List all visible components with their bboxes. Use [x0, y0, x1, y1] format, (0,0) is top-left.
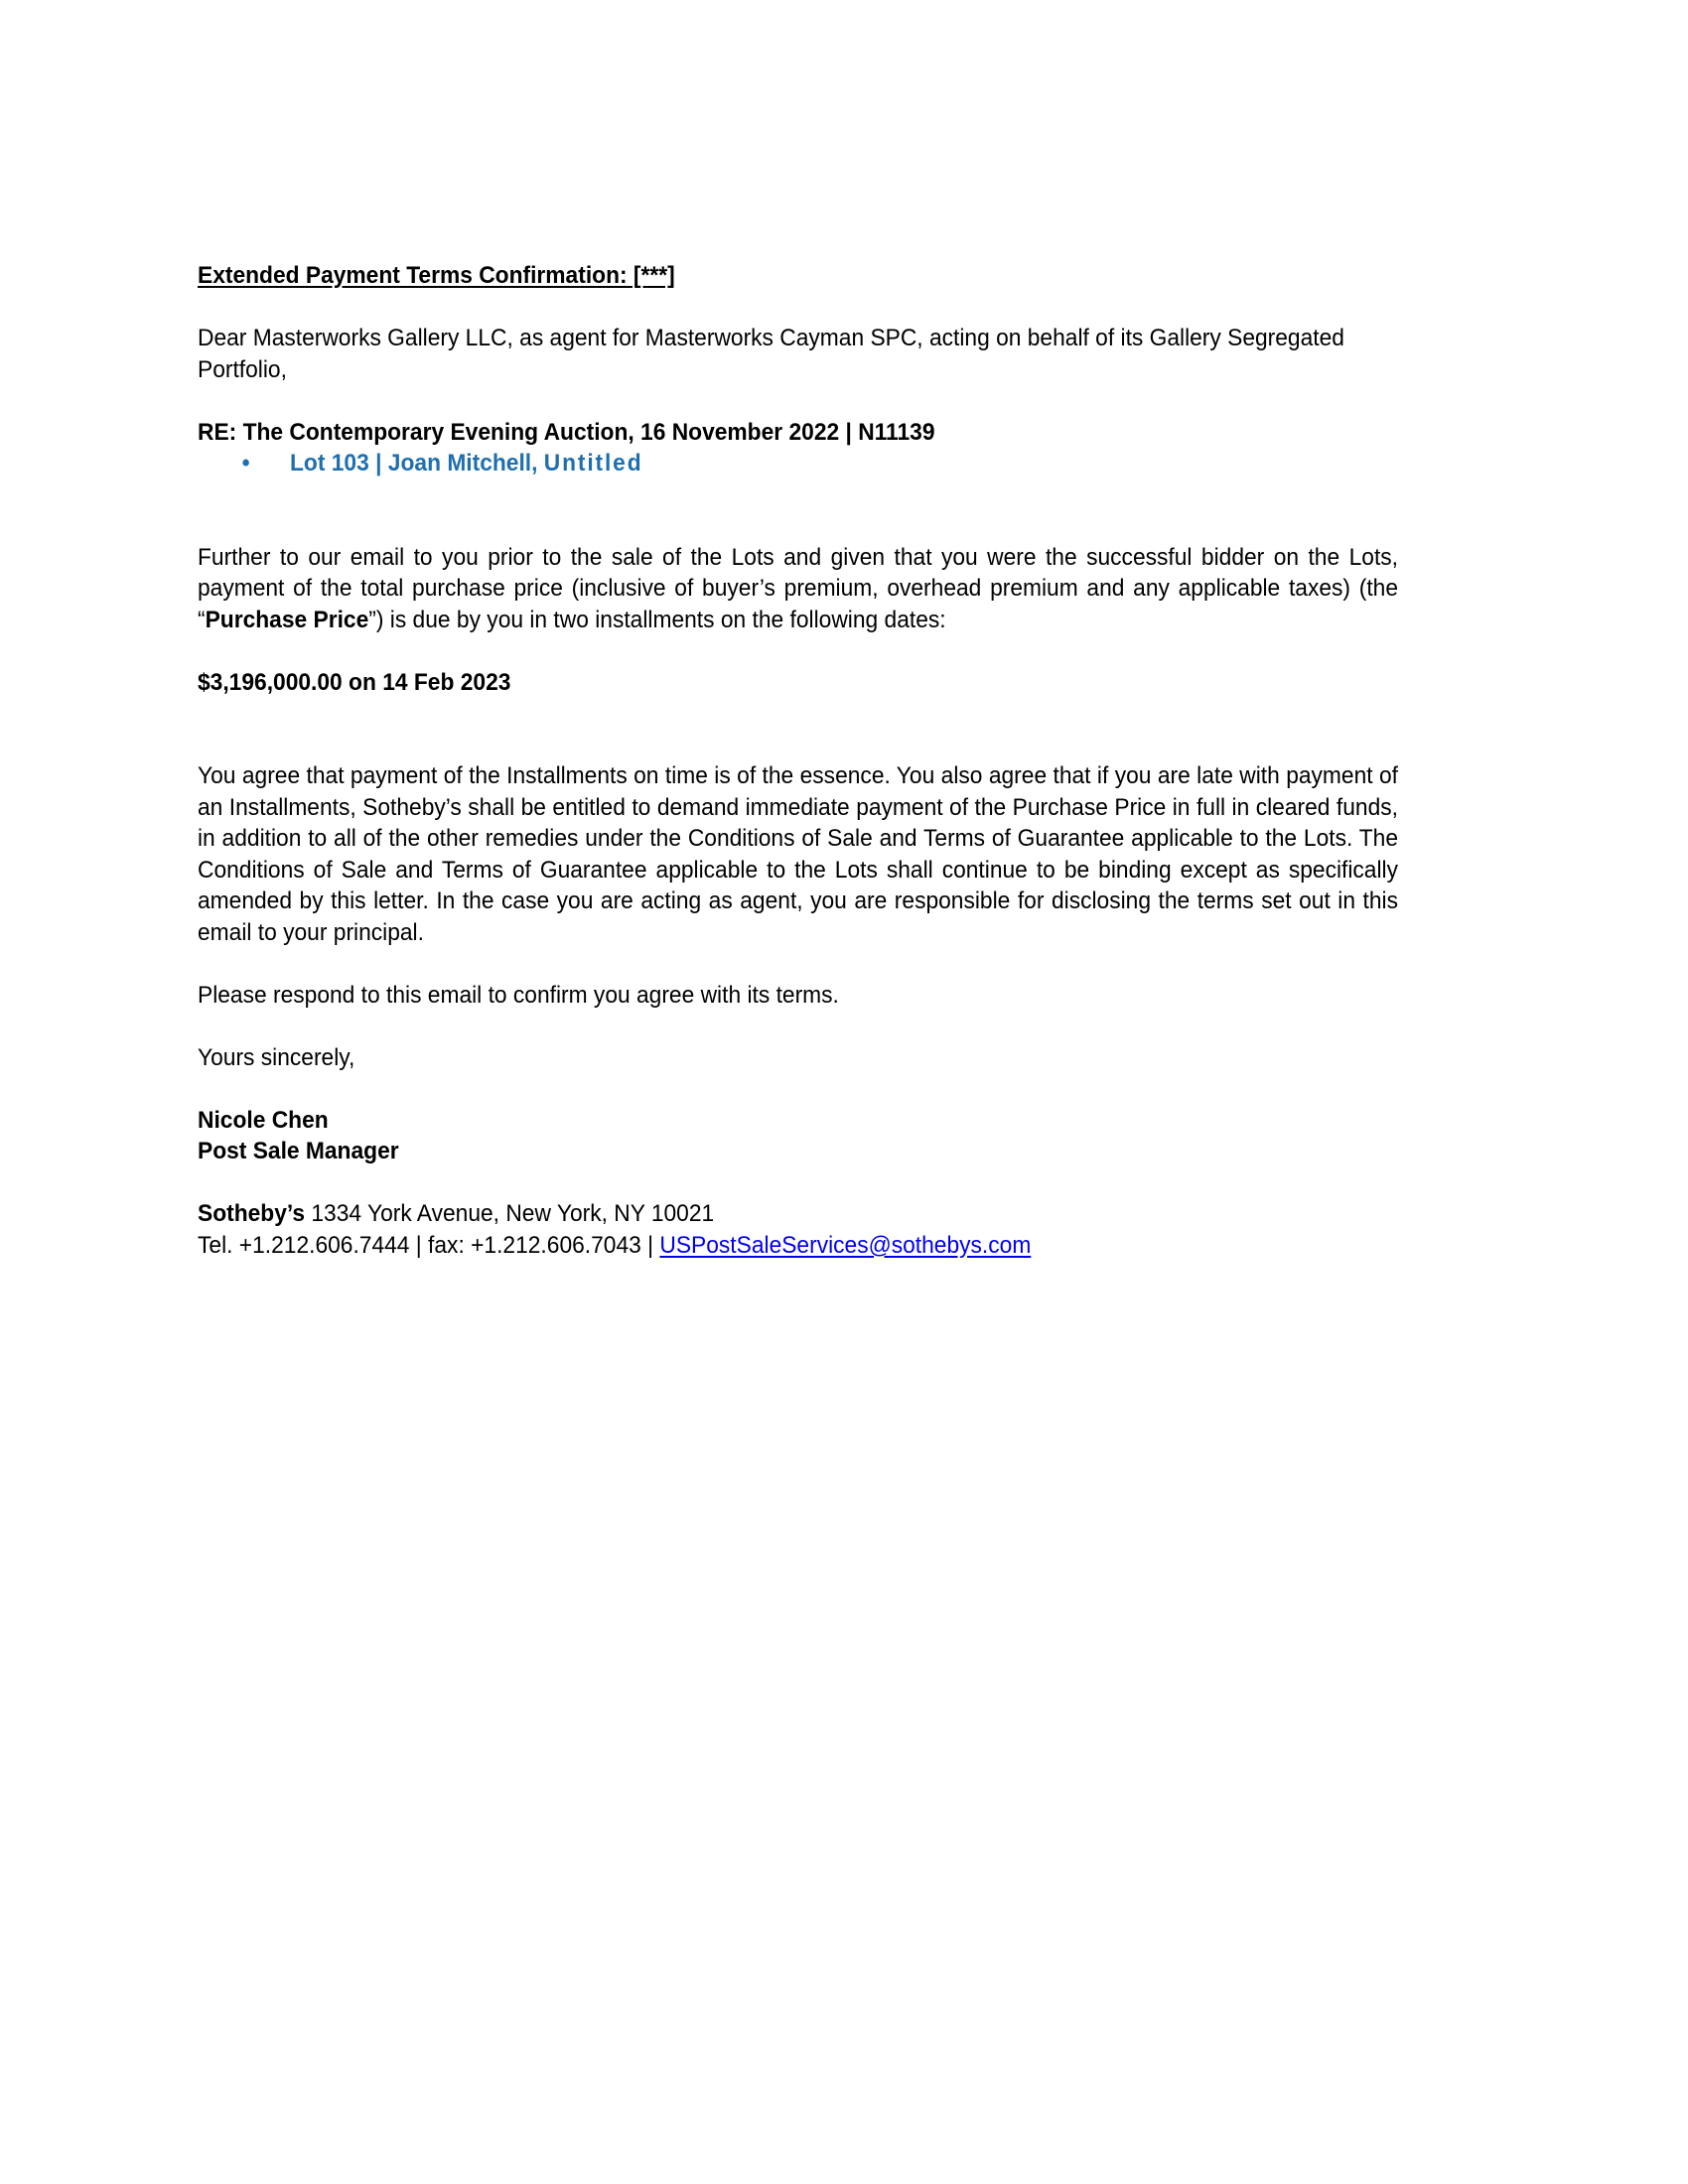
signatory-role: Post Sale Manager: [198, 1138, 399, 1164]
bullet-icon: •: [241, 450, 250, 477]
payment-paragraph: [198, 542, 1398, 636]
payment-paragraph-end: ”) is due by you in two installments on the following dates:: [368, 606, 946, 633]
footer-address: [198, 1198, 1398, 1230]
letter-body: [198, 260, 1398, 1261]
email-link[interactable]: USPostSaleServices@sothebys.com: [659, 1231, 1032, 1259]
lot-label: Lot 103 | Joan Mitchell,: [290, 450, 544, 477]
lot-list: [198, 448, 1398, 479]
signatory-name: Nicole Chen: [198, 1106, 329, 1134]
letter-title: Extended Payment Terms Confirmation: [***]: [198, 262, 675, 289]
installment-line: $3,196,000.00 on 14 Feb 2023: [198, 668, 511, 696]
terms-paragraph: You agree that payment of the Installments on time is of the essence. You also agree that if you are late with payment of an Installments, Sotheby’s shall be entitled to demand immediate payment of the Purchase Price in full in cleared funds, in addition to all of the other remedies under the Conditions of Sale and Terms of Guarantee applicable to the Lots. The Conditions of Sale and Terms of Guarantee applicable to the Lots shall continue to be binding except as specifically amended by this letter. In the case you are acting as agent, you are responsible for disclosing the terms set out in this email to your principal.: [198, 762, 1398, 946]
phone-fax: Tel. +1.212.606.7444 | fax: +1.212.606.7043 |: [198, 1231, 660, 1259]
closing: Yours sincerely,: [198, 1043, 355, 1071]
footer-contact: [198, 1230, 1398, 1262]
lot-item: [198, 448, 1398, 479]
company-address: 1334 York Avenue, New York, NY 10021: [305, 1200, 715, 1227]
lot-work-title: Untitled: [543, 450, 643, 477]
purchase-price-term: Purchase Price: [205, 606, 369, 633]
payment-paragraph-start: Further to our email to you prior to the sale of the Lots and given that you were the successful bidder on the Lots, payment of the total purchase price (inclusive of buyer’s premium, overhead premium and any applicable taxes) (the “: [198, 543, 1398, 633]
company-name: Sotheby’s: [198, 1200, 306, 1227]
re-line: RE: The Contemporary Evening Auction, 16 November 2022 | N11139: [198, 418, 935, 446]
respond-request: Please respond to this email to confirm you agree with its terms.: [198, 981, 839, 1009]
salutation: Dear Masterworks Gallery LLC, as agent for Masterworks Cayman SPC, acting on behalf of its Gallery Segregated Portfolio,: [198, 325, 1344, 383]
